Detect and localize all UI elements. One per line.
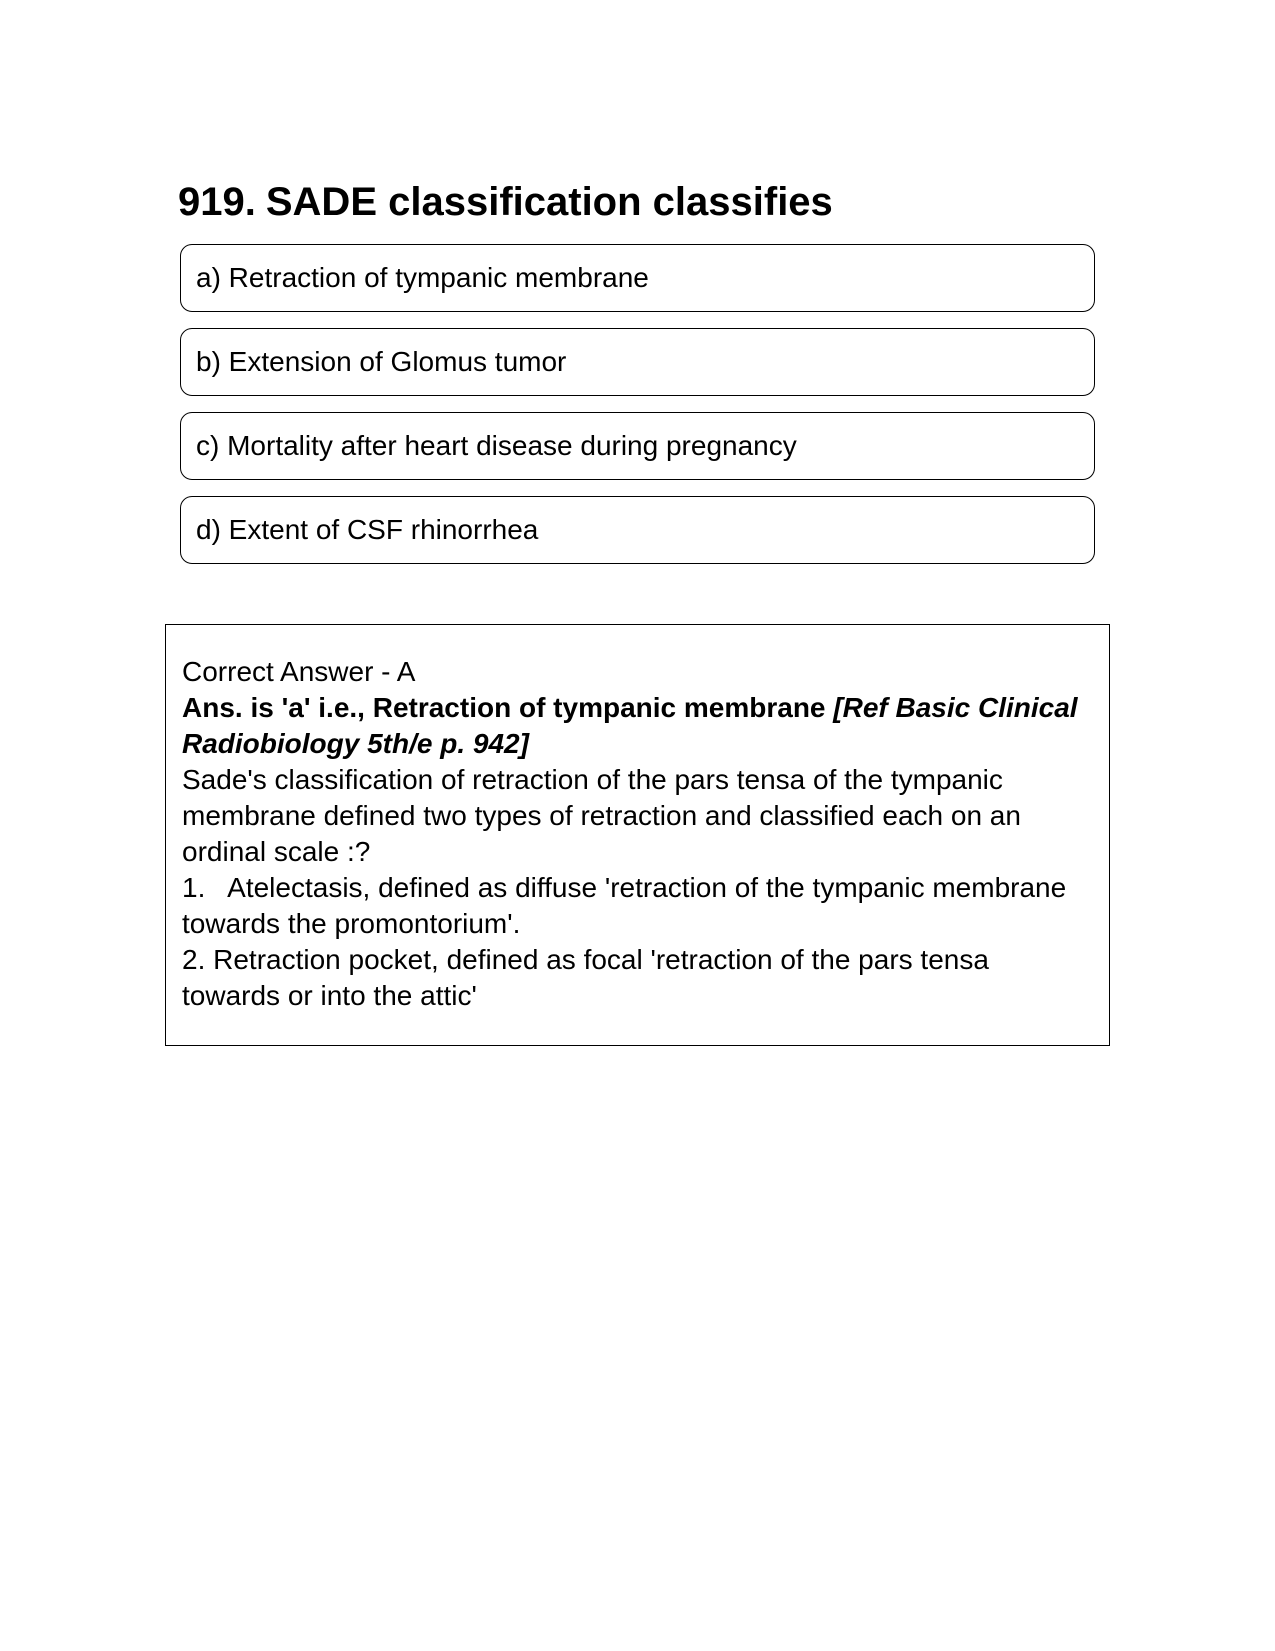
answer-explanation: Sade's classification of retraction of the pars tensa of the tympanic membrane defined two types of retraction and classified each on an ordinal scale :? [182,764,1021,867]
answer-summary [182,690,1094,762]
question-title [178,178,833,226]
options-list [180,244,1095,580]
answer-explanation-box [165,624,1110,1046]
option-a[interactable]: a) Retraction of tympanic membrane [180,244,1095,312]
option-b[interactable]: b) Extension of Glomus tumor [180,328,1095,396]
question-number: 919. [178,180,256,224]
answer-reference: [Ref Basic Clinical Radiobiology 5th/e p. 942] [182,692,1078,759]
option-d[interactable]: d) Extent of CSF rhinorrhea [180,496,1095,564]
answer-point-2: 2. Retraction pocket, defined as focal 'retraction of the pars tensa towards or into the attic' [182,944,989,1011]
option-c[interactable]: c) Mortality after heart disease during pregnancy [180,412,1095,480]
answer-statement: Ans. is 'a' i.e., Retraction of tympanic membrane [182,692,826,723]
question-text: SADE classification classifies [265,180,833,224]
answer-point-1: 1. Atelectasis, defined as diffuse 'retraction of the tympanic membrane towards the promontorium'. [182,872,1074,939]
correct-answer-line: Correct Answer - A [182,656,416,687]
